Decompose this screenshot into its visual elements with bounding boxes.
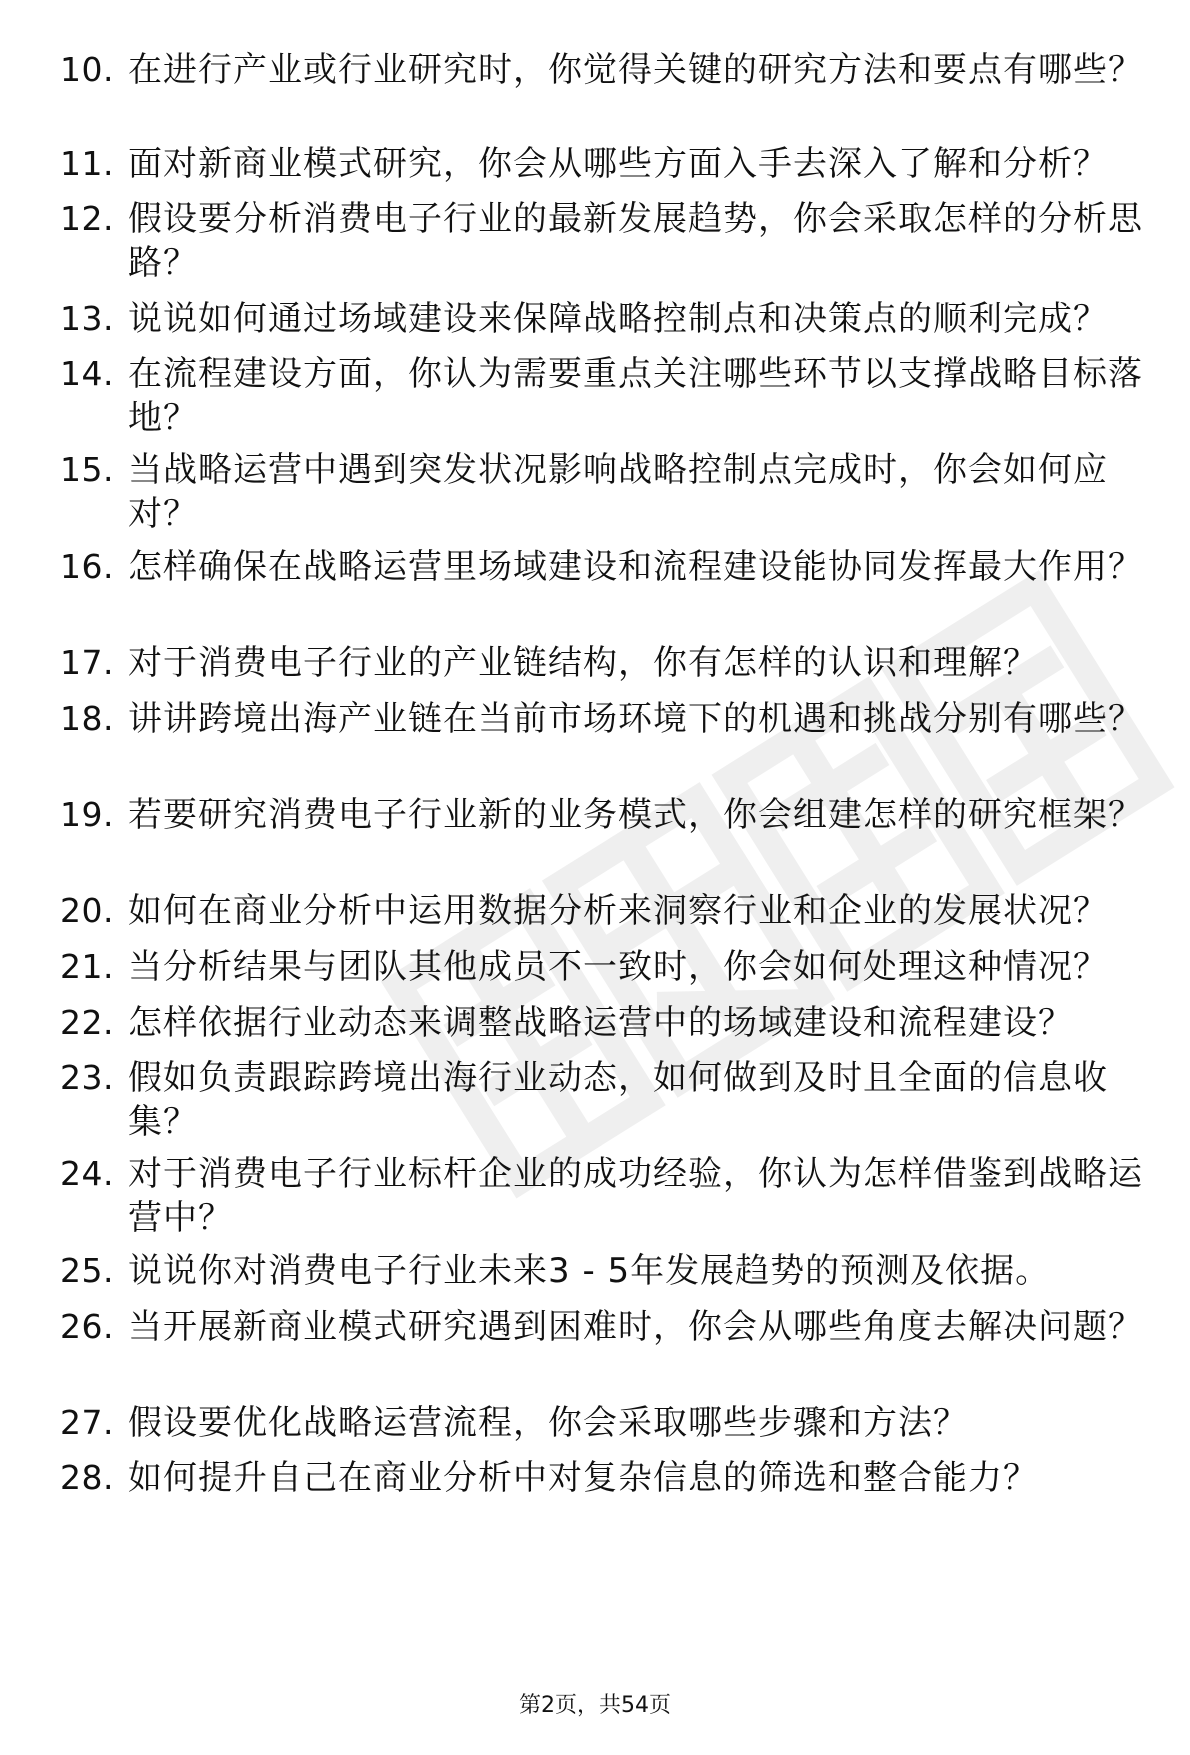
- list-item: [60, 1401, 1150, 1445]
- question-text: 在流程建设方面，你认为需要重点关注哪些环节以支撑战略目标落地？: [128, 354, 1143, 438]
- question-text: 说说你对消费电子行业未来3 - 5年发展趋势的预测及依据。: [128, 1251, 1051, 1291]
- list-item: [60, 793, 1150, 837]
- question-number: 13.: [60, 299, 114, 338]
- list-item: [60, 1456, 1150, 1500]
- list-item: [60, 945, 1150, 989]
- list-item: [60, 545, 1150, 589]
- question-number: 24.: [60, 1154, 114, 1193]
- question-text: 假设要分析消费电子行业的最新发展趋势，你会采取怎样的分析思路？: [128, 199, 1143, 283]
- question-text: 对于消费电子行业的产业链结构，你有怎样的认识和理解？: [128, 643, 1038, 683]
- list-item: [60, 48, 1150, 92]
- question-number: 26.: [60, 1307, 114, 1346]
- question-number: 23.: [60, 1058, 114, 1097]
- question-text: 当开展新商业模式研究遇到困难时，你会从哪些角度去解决问题？: [128, 1307, 1143, 1347]
- question-text: 面对新商业模式研究，你会从哪些方面入手去深入了解和分析？: [128, 144, 1108, 184]
- question-number: 12.: [60, 199, 114, 238]
- question-number: 11.: [60, 144, 114, 183]
- list-item: [60, 297, 1150, 341]
- question-text: 假设要优化战略运营流程，你会采取哪些步骤和方法？: [128, 1403, 968, 1443]
- list-item: [60, 448, 1150, 536]
- question-number: 14.: [60, 354, 114, 393]
- question-number: 25.: [60, 1251, 114, 1290]
- list-item: [60, 1152, 1150, 1240]
- list-item: [60, 1001, 1150, 1045]
- question-text: 假如负责跟踪跨境出海行业动态，如何做到及时且全面的信息收集？: [128, 1058, 1108, 1142]
- question-text: 当分析结果与团队其他成员不一致时，你会如何处理这种情况？: [128, 947, 1108, 987]
- question-number: 28.: [60, 1458, 114, 1497]
- question-number: 22.: [60, 1003, 114, 1042]
- question-number: 19.: [60, 795, 114, 834]
- question-number: 15.: [60, 450, 114, 489]
- question-text: 说说如何通过场域建设来保障战略控制点和决策点的顺利完成？: [128, 299, 1108, 339]
- question-number: 10.: [60, 50, 114, 89]
- question-text: 如何提升自己在商业分析中对复杂信息的筛选和整合能力？: [128, 1458, 1038, 1498]
- question-number: 18.: [60, 699, 114, 738]
- question-number: 17.: [60, 643, 114, 682]
- list-item: [60, 1249, 1150, 1293]
- question-text: 怎样确保在战略运营里场域建设和流程建设能协同发挥最大作用？: [128, 547, 1143, 587]
- list-item: [60, 1305, 1150, 1349]
- question-text: 讲讲跨境出海产业链在当前市场环境下的机遇和挑战分别有哪些？: [128, 699, 1143, 739]
- list-item: [60, 697, 1150, 741]
- question-text: 怎样依据行业动态来调整战略运营中的场域建设和流程建设？: [128, 1003, 1073, 1043]
- page-number-footer: 第2页，共54页: [519, 1693, 671, 1718]
- question-number: 21.: [60, 947, 114, 986]
- list-item: [60, 889, 1150, 933]
- list-item: [60, 1056, 1150, 1144]
- question-text: 在进行产业或行业研究时，你觉得关键的研究方法和要点有哪些？: [128, 50, 1143, 90]
- question-text: 若要研究消费电子行业新的业务模式，你会组建怎样的研究框架？: [128, 795, 1143, 835]
- question-text: 对于消费电子行业标杆企业的成功经验，你认为怎样借鉴到战略运营中？: [128, 1154, 1143, 1238]
- question-text: 如何在商业分析中运用数据分析来洞察行业和企业的发展状况？: [128, 891, 1108, 931]
- question-number: 16.: [60, 547, 114, 586]
- question-number: 27.: [60, 1403, 114, 1442]
- list-item: [60, 197, 1150, 285]
- question-text: 当战略运营中遇到突发状况影响战略控制点完成时，你会如何应对？: [128, 450, 1108, 534]
- list-item: [60, 352, 1150, 440]
- question-number: 20.: [60, 891, 114, 930]
- list-item: [60, 142, 1150, 186]
- list-item: [60, 641, 1150, 685]
